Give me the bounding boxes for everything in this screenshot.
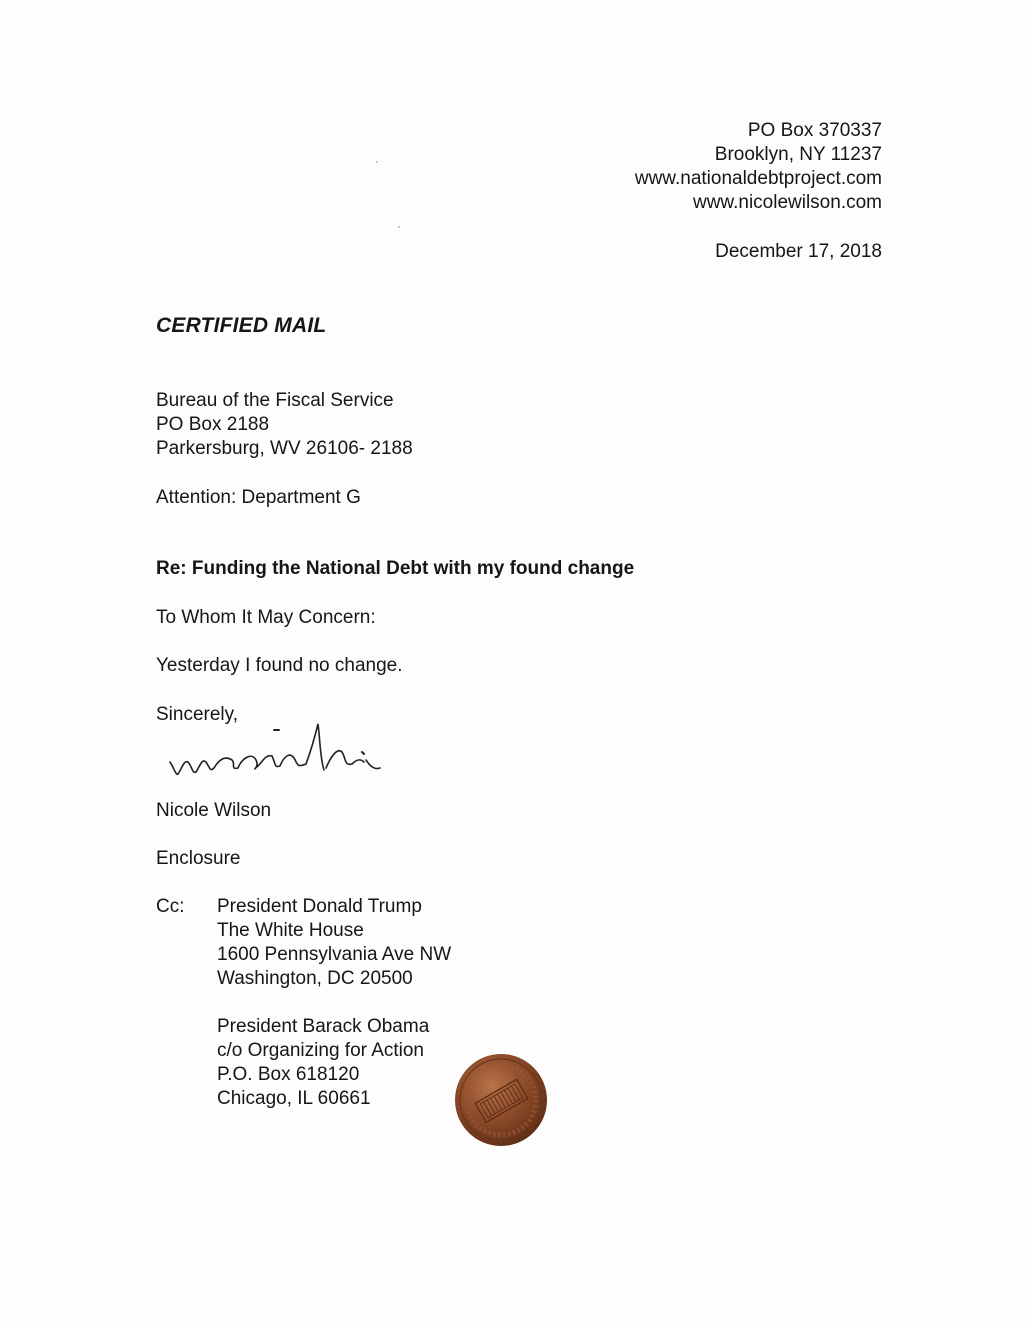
cc-recipient-name: President Barack Obama: [217, 1016, 430, 1037]
paper-speck: [398, 226, 400, 228]
cc-recipient-line: The White House: [217, 920, 364, 941]
sender-website: www.nationaldebtproject.com: [634, 168, 882, 189]
recipient-address-block: [156, 389, 413, 461]
letter-body: Yesterday I found no change.: [156, 655, 403, 676]
salutation: To Whom It May Concern:: [156, 607, 376, 628]
paper-speck: [376, 161, 378, 163]
sender-address-line: PO Box 370337: [747, 120, 882, 141]
subject-line: Re: Funding the National Debt with my found change: [156, 558, 635, 579]
cc-recipient-name: President Donald Trump: [217, 896, 422, 917]
cc-recipient-line: c/o Organizing for Action: [217, 1040, 424, 1061]
cc-recipient: [217, 1015, 429, 1111]
penny-coin-image: [454, 1053, 548, 1147]
sender-website: www.nicolewilson.com: [692, 192, 882, 213]
certified-mail-heading: CERTIFIED MAIL: [156, 314, 327, 337]
cc-recipient-line: Washington, DC 20500: [217, 968, 413, 989]
cc-recipient-line: Chicago, IL 60661: [217, 1088, 371, 1109]
recipient-city-line: Parkersburg, WV 26106- 2188: [156, 438, 413, 459]
recipient-address-line: PO Box 2188: [156, 414, 270, 435]
letter-date: December 17, 2018: [715, 241, 882, 262]
signer-name: Nicole Wilson: [156, 800, 272, 821]
cc-recipient-line: 1600 Pennsylvania Ave NW: [217, 944, 452, 965]
cc-recipient-line: P.O. Box 618120: [217, 1064, 360, 1085]
sender-address-block: [635, 119, 882, 215]
attention-line: Attention: Department G: [156, 487, 361, 508]
enclosure-note: Enclosure: [156, 848, 241, 869]
cc-recipient: [217, 895, 451, 991]
sender-city-line: Brooklyn, NY 11237: [714, 144, 882, 165]
closing: Sincerely,: [156, 704, 239, 725]
signature-image: [166, 718, 396, 784]
cc-label: Cc:: [156, 896, 185, 917]
recipient-name: Bureau of the Fiscal Service: [156, 390, 394, 411]
